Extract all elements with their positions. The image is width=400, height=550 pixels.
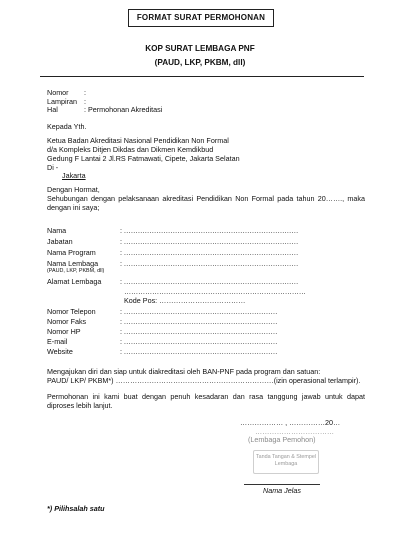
format-title-box (128, 9, 274, 27)
field-telepon-label: Nomor Telepon (47, 307, 96, 316)
field-kode-pos: Kode Pos: ……………………………… (124, 296, 246, 305)
field-faks-dots: : ………………………………………………………… (120, 317, 278, 326)
greeting: Dengan Hormat, (47, 185, 100, 194)
signature-date-line: ……………… , ……………20… (240, 418, 341, 427)
field-email-dots: : ………………………………………………………… (120, 337, 278, 346)
field-lembaga-note: (PAUD, LKP, PKBM, dll) (47, 268, 105, 274)
field-program-label: Nama Program (47, 248, 96, 257)
signature-nama-jelas: Nama Jelas (263, 486, 301, 495)
field-lembaga-dots: : ………………………………………………………………… (120, 259, 299, 268)
recipient-line2: d/a Kompleks Ditjen Dikdas dan Dikmen Kemdikbud (47, 145, 214, 154)
field-program-dots: : ………………………………………………………………… (120, 248, 299, 257)
recipient-line3: Gedung F Lantai 2 Jl.RS Fatmawati, Cipete, Jakarta Selatan (47, 154, 240, 163)
field-hp-dots: : ………………………………………………………… (120, 327, 278, 336)
signature-lembaga-dots: …………………………… (255, 427, 335, 436)
hal-value: : Permohonan Akreditasi (84, 105, 163, 114)
lampiran-label: Lampiran (47, 97, 77, 106)
nomor-colon: : (84, 88, 86, 97)
nomor-label: Nomor (47, 88, 69, 97)
recipient-city: Jakarta (62, 171, 86, 180)
field-jabatan-dots: : ………………………………………………………………… (120, 237, 299, 246)
intro-paragraph: Sehubungan dengan pelaksanaan akreditasi Pendidikan Non Formal pada tahun 20……., maka dengan ini saya; (47, 194, 365, 212)
apply-line2: PAUD/ LKP/ PKBM*) …………………………………………………………(izin operasional terlampir). (47, 376, 361, 385)
kop-title: KOP SURAT LEMBAGA PNF (145, 44, 255, 53)
signature-stamp-text: Tanda Tangan & Stempel Lembaga (255, 454, 317, 468)
apply-line1: Mengajukan diri dan siap untuk diakreditasi oleh BAN-PNF pada program dan satuan: (47, 367, 321, 376)
statement-paragraph: Permohonan ini kami buat dengan penuh kesadaran dan rasa tanggung jawab untuk dapat diproses lebih lanjut. (47, 392, 365, 410)
field-nama-label: Nama (47, 226, 67, 235)
signature-stamp-placeholder (253, 450, 319, 474)
kop-subtitle: (PAUD, LKP, PKBM, dll) (154, 58, 246, 67)
recipient-di: Di - (47, 163, 59, 172)
header-divider (40, 76, 364, 77)
field-email-label: E-mail (47, 337, 68, 346)
field-alamat-dots1: : ………………………………………………………………… (120, 277, 299, 286)
field-lembaga-label: Nama Lembaga (47, 259, 99, 268)
field-alamat-label: Alamat Lembaga (47, 277, 102, 286)
field-hp-label: Nomor HP (47, 327, 81, 336)
field-website-label: Website (47, 347, 73, 356)
format-title: FORMAT SURAT PERMOHONAN (136, 13, 266, 22)
field-telepon-dots: : ………………………………………………………… (120, 307, 278, 316)
signature-lembaga-label: (Lembaga Pemohon) (248, 435, 316, 444)
recipient-salutation: Kepada Yth. (47, 122, 87, 131)
footnote: *) Pilihsalah satu (47, 504, 105, 513)
field-faks-label: Nomor Faks (47, 317, 87, 326)
lampiran-colon: : (84, 97, 86, 106)
field-jabatan-label: Jabatan (47, 237, 73, 246)
field-nama-dots: : ………………………………………………………………… (120, 226, 299, 235)
signature-line (244, 484, 320, 485)
field-alamat-dots2: …………………………………………………………………… (124, 287, 306, 296)
recipient-line1: Ketua Badan Akreditasi Nasional Pendidikan Non Formal (47, 136, 229, 145)
field-website-dots: : ………………………………………………………… (120, 347, 278, 356)
hal-label: Hal (47, 105, 58, 114)
